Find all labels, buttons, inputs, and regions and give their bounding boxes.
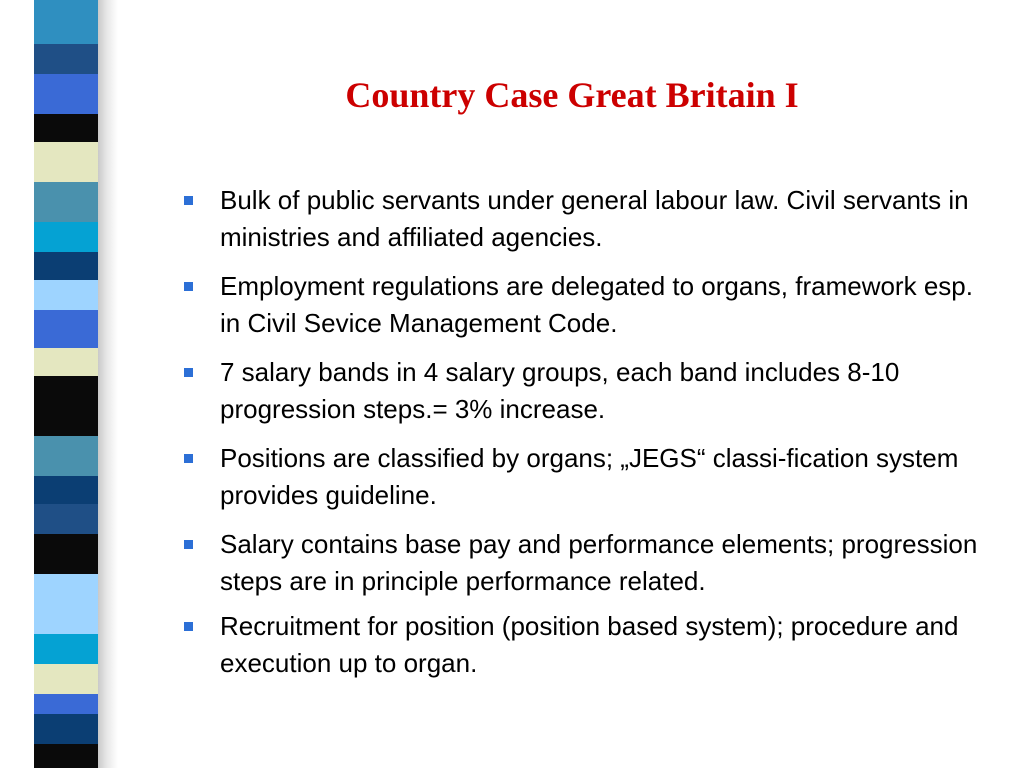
stripe-shadow [98,0,118,768]
square-bullet-icon [184,282,193,291]
stripe-block [34,348,98,376]
square-bullet-icon [184,540,193,549]
square-bullet-icon [184,368,193,377]
square-bullet-icon [184,622,193,631]
stripe-block [34,714,98,744]
stripe-block [34,694,98,714]
stripe-block [34,376,98,436]
stripe-block [34,634,98,664]
stripe-left-edge [0,0,34,768]
square-bullet-icon [184,454,193,463]
stripe-block [34,280,98,310]
stripe-block [34,252,98,280]
bullet-text: Positions are classified by organs; „JEGS“ classi-fication system provides guideline. [220,443,959,510]
bullet-text: Bulk of public servants under general labour law. Civil servants in ministries and affiliated agencies. [220,185,969,252]
stripe-block [34,182,98,222]
bullet-item [180,440,1000,514]
stripe-block [34,44,98,74]
square-bullet-icon [184,196,193,205]
stripe-block [34,0,98,16]
stripe-block [34,142,98,182]
bullet-text: Employment regulations are delegated to organs, framework esp. in Civil Sevice Management Code. [220,271,973,338]
stripe-block [34,476,98,504]
bullet-text: 7 salary bands in 4 salary groups, each band includes 8-10 progression steps.= 3% increase. [220,357,900,424]
stripe-block [34,504,98,534]
bullet-item [180,182,1000,256]
bullet-item [180,526,1000,600]
decorative-stripe [0,0,118,768]
bullet-text: Recruitment for position (position based system); procedure and execution up to organ. [220,611,959,678]
stripe-block [34,534,98,574]
stripe-block [34,744,98,768]
bullet-item [180,608,1000,682]
stripe-block [34,114,98,142]
bullet-list [180,182,1000,694]
stripe-block [34,16,98,44]
stripe-block [34,74,98,114]
slide-title: Country Case Great Britain I [345,75,799,115]
stripe-block [34,222,98,252]
stripe-block [34,436,98,476]
bullet-text: Salary contains base pay and performance elements; progression steps are in principle performance related. [220,529,978,596]
stripe-block [34,310,98,348]
bullet-item [180,354,1000,428]
bullet-item [180,268,1000,342]
stripe-block [34,574,98,634]
stripe-block [34,664,98,694]
